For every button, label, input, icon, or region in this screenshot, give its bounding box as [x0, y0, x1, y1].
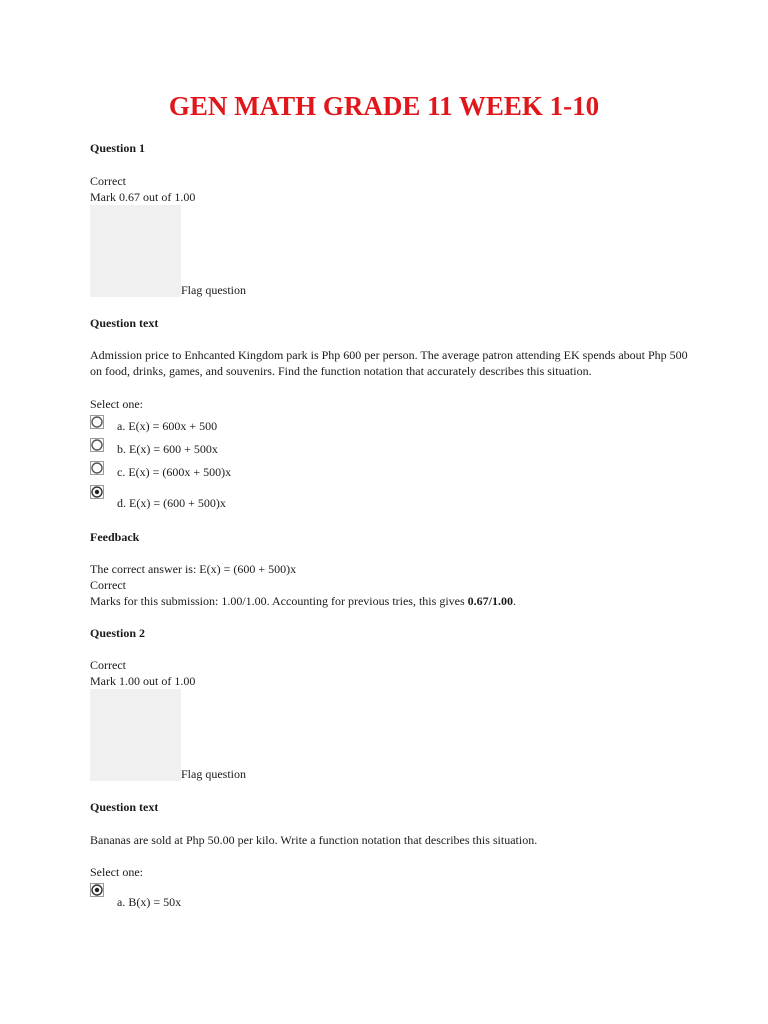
question-1-select-label: Select one: [90, 397, 143, 411]
radio-option-c-icon[interactable] [90, 461, 104, 475]
question-1-text: Admission price to Enhcanted Kingdom park is Php 600 per person. The average patron attending EK spends about Php 500 on food, drinks, games, and souvenirs. Find the function notation that accurately describes this situation. [90, 348, 688, 378]
marks-submission-prefix: Marks for this submission: 1.00/1.00. Accounting for previous tries, this gives [90, 594, 468, 608]
option-b-label[interactable]: b. E(x) = 600 + 500x [117, 442, 218, 456]
marks-submission-value: 0.67/1.00 [467, 594, 513, 608]
question-1-status: Correct [90, 174, 126, 188]
question-2-mark: Mark 1.00 out of 1.00 [90, 674, 196, 688]
question-1-heading: Question 1 [90, 141, 146, 155]
flag-question-1-image[interactable] [90, 205, 181, 297]
feedback-heading: Feedback [90, 530, 140, 544]
flag-question-2-label[interactable]: Flag question [181, 767, 246, 781]
question-2-text-heading: Question text [90, 800, 159, 814]
correct-answer-text: The correct answer is: E(x) = (600 + 500)x [90, 562, 297, 576]
question-1-mark: Mark 0.67 out of 1.00 [90, 190, 196, 204]
question-2-heading: Question 2 [90, 626, 146, 640]
radio-option-d-selected-icon[interactable] [90, 485, 104, 499]
feedback-status: Correct [90, 578, 126, 592]
flag-question-1-label[interactable]: Flag question [181, 283, 246, 297]
option-a-label[interactable]: a. E(x) = 600x + 500 [117, 419, 218, 433]
question-1-text-heading: Question text [90, 316, 159, 330]
radio-q2-option-a-selected-icon[interactable] [90, 883, 104, 897]
marks-submission-suffix: . [513, 594, 516, 608]
option-c-label[interactable]: c. E(x) = (600x + 500)x [117, 465, 232, 479]
question-2-text: Bananas are sold at Php 50.00 per kilo. Write a function notation that describes this situation. [90, 833, 538, 847]
question-2-select-label: Select one: [90, 865, 143, 879]
marks-submission-text [90, 593, 516, 609]
page-title: GEN MATH GRADE 11 WEEK 1-10 [168, 91, 600, 121]
q2-option-a-label[interactable]: a. B(x) = 50x [117, 895, 182, 909]
option-d-label[interactable]: d. E(x) = (600 + 500)x [117, 496, 226, 510]
radio-option-b-icon[interactable] [90, 438, 104, 452]
question-2-status: Correct [90, 658, 126, 672]
radio-option-a-icon[interactable] [90, 415, 104, 429]
flag-question-2-image[interactable] [90, 689, 181, 781]
